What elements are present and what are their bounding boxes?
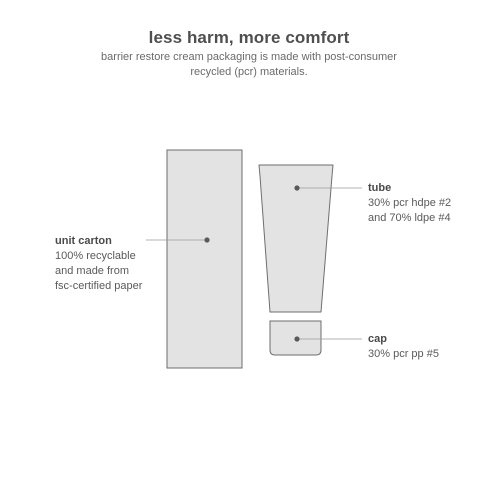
tube-label: [368, 181, 478, 226]
tube-detail-line: and 70% ldpe #4: [368, 212, 451, 224]
tube-name: tube: [368, 182, 392, 194]
cap-label: [368, 332, 478, 362]
page-subtitle: barrier restore cream packaging is made with post-consumer recycled (pcr) materials.: [101, 51, 397, 78]
cap-name: cap: [368, 333, 387, 345]
carton-marker-dot: [204, 237, 209, 242]
cap-marker-dot: [294, 336, 299, 341]
carton-label: [55, 234, 155, 294]
page-title: less harm, more comfort: [148, 28, 350, 47]
carton-detail-line: 100% recyclable: [55, 250, 136, 262]
carton-detail-line: and made from: [55, 265, 129, 277]
tube-detail-line: 30% pcr hdpe #2: [368, 197, 452, 209]
cap-detail-line: 30% pcr pp #5: [368, 348, 439, 360]
unit-carton-shape: [167, 150, 242, 368]
tube-marker-dot: [294, 185, 299, 190]
carton-detail-line: fsc-certified paper: [55, 280, 143, 292]
carton-name: unit carton: [55, 235, 112, 247]
